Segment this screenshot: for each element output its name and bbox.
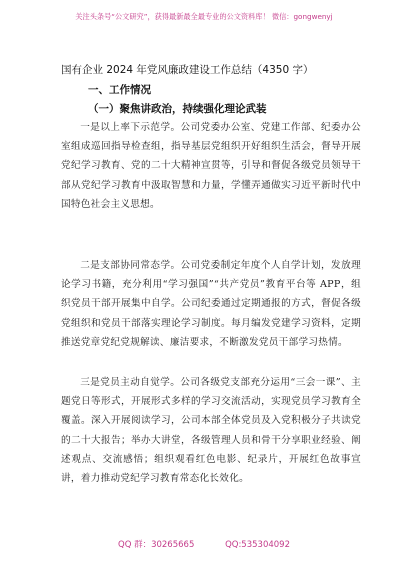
promo-banner: 关注头条号“公文研究”，获得最新最全最专业的公文资料库！ 微信：gongwenyj (75, 12, 333, 21)
qq-label: QQ:535304092 (225, 540, 290, 550)
section-heading: 一、工作情况 (88, 84, 151, 96)
qq-group-label: QQ 群：30265665 (118, 540, 195, 550)
contact-footer (0, 538, 408, 550)
paragraph-1: 一是以上率下示范学。公司党委办公室、党建工作部、纪委办公室组成巡回指导检查组，指导基层党组织开好组织生活会，督导开展党纪学习教育、党的二十大精神宣贯等，引导和督促各级党员领导干部从党纪学习教育中汲取智慧和力量，学懂弄通做实习近平新时代中国特色社会主义思想。 (61, 122, 361, 210)
document-title: 国有企业 2024 年党风廉政建设工作总结（4350 字） (61, 64, 314, 76)
paragraph-2: 二是支部协同常态学。公司党委制定年度个人自学计划，发放理论学习书籍，充分利用“学习强国”“共产党员”教育平台等 APP，组织党员干部开展集中自学。公司纪委通过定期通报的方式，督促各级党组织和党员干部落实理论学习制度。每月编发党建学习资料，定期推送党章党纪党规解读、廉洁要求，不断激发党员干部学习热情。 (61, 260, 361, 348)
subsection-heading: （一）聚焦讲政治，持续强化理论武装 (88, 103, 267, 115)
paragraph-3: 三是党员主动自觉学。公司各级党支部充分运用“三会一课”、主题党日等形式，开展形式多样的学习交流活动，实现党员学习教育全覆盖。深入开展阅读学习，公司本部全体党员及入党积极分子共读党的二十大报告；举办大讲堂，各级管理人员和骨干分享职业经验、阐述观点、交流感悟；组织观看红色电影、纪录片，开展红色故事宣讲，着力推动党纪学习教育常态化长效化。 (61, 377, 361, 485)
